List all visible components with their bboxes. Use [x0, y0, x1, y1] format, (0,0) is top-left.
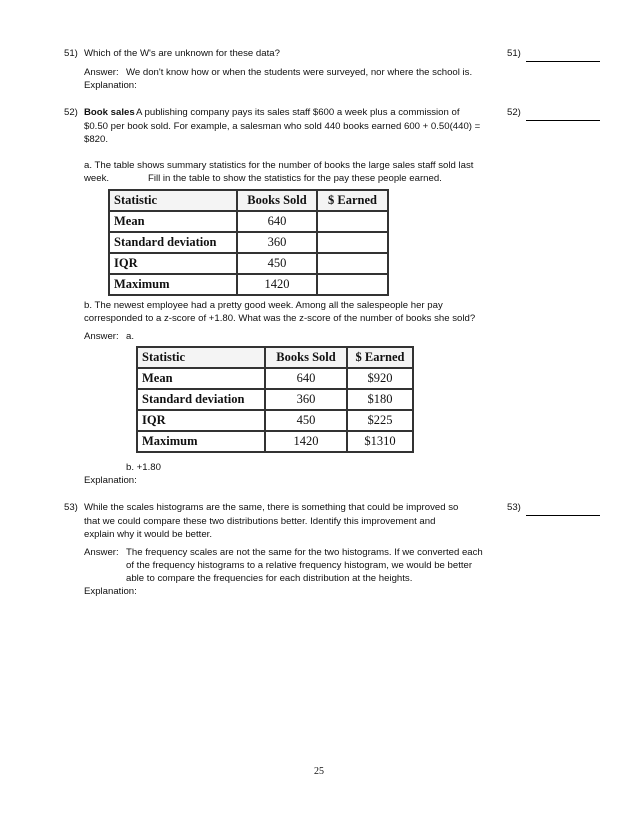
q53-answer-line3: able to compare the frequencies for each distribution at the heights. — [126, 573, 413, 584]
table-cell-earned: $180 — [347, 389, 413, 410]
table-cell-books: 1420 — [237, 274, 317, 295]
table-header-row — [109, 190, 388, 211]
table-row — [109, 274, 388, 295]
q52-part-a-line2: week. — [84, 173, 110, 184]
table-cell-books: 450 — [237, 253, 317, 274]
q52-answer-blank[interactable] — [526, 120, 600, 121]
q53-answer-line1: The frequency scales are not the same for the two histograms. If we converted each — [126, 547, 483, 558]
table-cell-books: 360 — [237, 232, 317, 253]
q52-side-label: 52) — [507, 107, 521, 118]
table-header-cell: Statistic — [137, 347, 265, 368]
table-cell-books: 640 — [237, 211, 317, 232]
q52-number: 52) — [64, 107, 78, 118]
table-header-cell: Statistic — [109, 190, 237, 211]
table-header-cell: $ Earned — [317, 190, 388, 211]
q51-question: Which of the W's are unknown for these data? — [84, 48, 280, 59]
q52-part-a-line1: a. The table shows summary statistics for the number of books the large sales staff sold last — [84, 160, 474, 171]
table-cell-stat: IQR — [109, 253, 237, 274]
q52-title: Book sales — [84, 107, 135, 118]
table-cell-earned-input[interactable] — [317, 211, 388, 232]
q52-part-b-line2: corresponded to a z-score of +1.80. What was the z-score of the number of books she sold? — [84, 313, 476, 324]
table-cell-earned-input[interactable] — [317, 232, 388, 253]
table-cell-stat: Maximum — [109, 274, 237, 295]
table-row — [109, 211, 388, 232]
q52-answer-table — [136, 346, 414, 453]
table-header-row — [137, 347, 413, 368]
q52-part-b-line1: b. The newest employee had a pretty good week. Among all the salespeople her pay — [84, 300, 443, 311]
table-row — [137, 389, 413, 410]
table-cell-books: 640 — [265, 368, 347, 389]
table-row — [137, 368, 413, 389]
table-cell-earned: $1310 — [347, 431, 413, 452]
table-header-cell: Books Sold — [265, 347, 347, 368]
q53-text-line2: that we could compare these two distributions better. Identify this improvement and — [84, 516, 436, 527]
page-number: 25 — [314, 766, 324, 777]
table-cell-earned: $225 — [347, 410, 413, 431]
q53-explanation-label: Explanation: — [84, 586, 137, 597]
table-cell-books: 360 — [265, 389, 347, 410]
q51-number: 51) — [64, 48, 78, 59]
table-header-cell: $ Earned — [347, 347, 413, 368]
q51-side-label: 51) — [507, 48, 521, 59]
q51-explanation-label: Explanation: — [84, 80, 137, 91]
table-cell-earned-input[interactable] — [317, 253, 388, 274]
table-cell-stat: Standard deviation — [109, 232, 237, 253]
q53-answer-line2: of the frequency histograms to a relative frequency histogram, we would be better — [126, 560, 473, 571]
table-row — [137, 410, 413, 431]
table-row — [109, 253, 388, 274]
q53-text-line3: explain why it would be better. — [84, 529, 212, 540]
q52-text-line1: A publishing company pays its sales staff $600 a week plus a commission of — [136, 107, 460, 118]
table-cell-stat: IQR — [137, 410, 265, 431]
q52-answer-label: Answer: — [84, 331, 119, 342]
q52-part-a-line2b: Fill in the table to show the statistics for the pay these people earned. — [148, 173, 442, 184]
q51-answer-label: Answer: — [84, 67, 119, 78]
q53-text-line1: While the scales histograms are the same, there is something that could be improved so — [84, 502, 459, 513]
q53-side-label: 53) — [507, 502, 521, 513]
table-cell-books: 1420 — [265, 431, 347, 452]
table-cell-stat: Mean — [137, 368, 265, 389]
q51-answer-blank[interactable] — [526, 61, 600, 62]
q52-stats-table — [108, 189, 389, 296]
q52-answer-b: b. +1.80 — [126, 462, 161, 473]
table-cell-stat: Standard deviation — [137, 389, 265, 410]
table-row — [109, 232, 388, 253]
table-row — [137, 431, 413, 452]
q52-answer-a: a. — [126, 331, 135, 342]
q52-explanation-label: Explanation: — [84, 475, 137, 486]
table-cell-books: 450 — [265, 410, 347, 431]
table-cell-earned: $920 — [347, 368, 413, 389]
q53-answer-blank[interactable] — [526, 515, 600, 516]
q52-text-line2: $0.50 per book sold. For example, a salesman who sold 440 books earned 600 + 0.50(440) = — [84, 121, 481, 132]
q51-answer: We don't know how or when the students were surveyed, nor where the school is. — [126, 67, 473, 78]
table-cell-earned-input[interactable] — [317, 274, 388, 295]
q53-number: 53) — [64, 502, 78, 513]
q53-answer-label: Answer: — [84, 547, 119, 558]
q52-text-line3: $820. — [84, 134, 109, 145]
table-cell-stat: Mean — [109, 211, 237, 232]
table-header-cell: Books Sold — [237, 190, 317, 211]
table-cell-stat: Maximum — [137, 431, 265, 452]
